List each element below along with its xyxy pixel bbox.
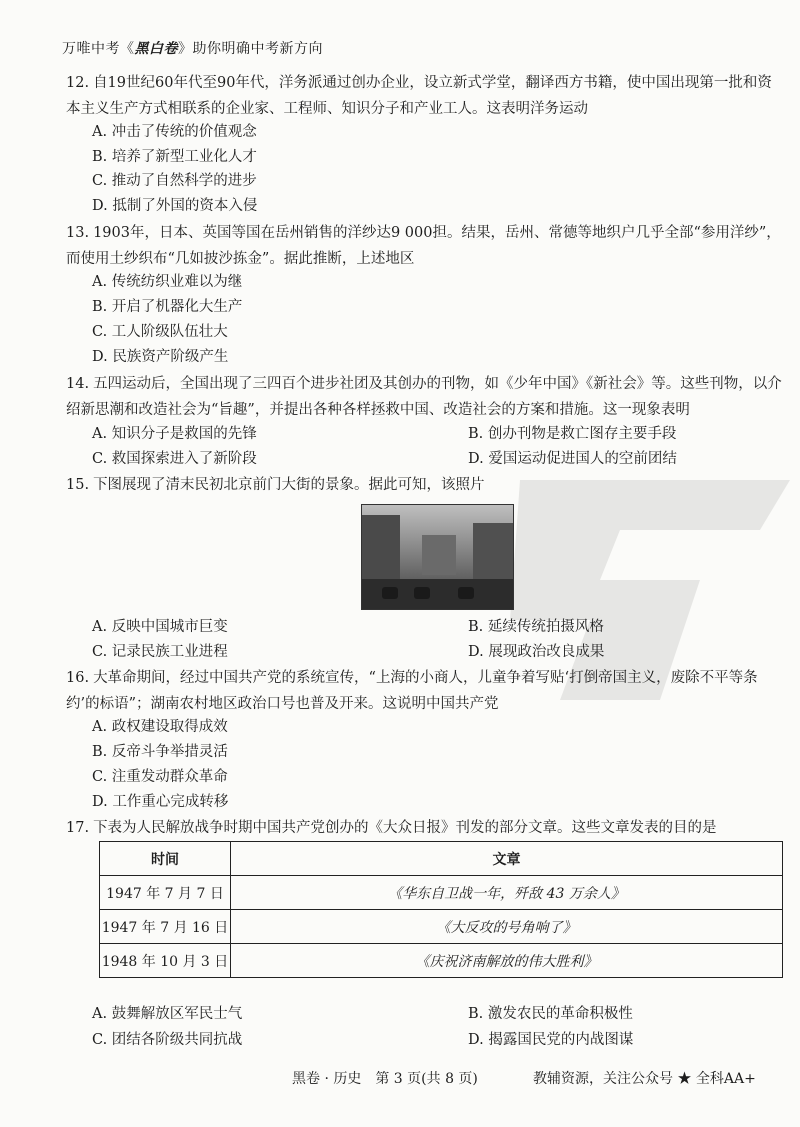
qianmen-street-photo [361,504,514,610]
option-b: B. 培养了新型工业化人才 [92,149,257,165]
option-d: D. 民族资产阶级产生 [92,349,229,365]
option-a: A. 反映中国城市巨变 [92,619,228,635]
question-stem: 大革命期间，经过中国共产党的系统宣传，“上海的小商人，儿童争着写贴‘打倒帝国主义，废除不平等条约’的标语”；湖南农村地区政治口号也普及开来。这说明中国共产党 [66,670,758,712]
option-c: C. 注重发动群众革命 [92,769,228,785]
option-a: A. 鼓舞解放区军民士气 [92,1006,243,1022]
question-16: 16. 大革命期间，经过中国共产党的系统宣传，“上海的小商人，儿童争着写贴‘打倒帝国主义，废除不平等条约’的标语”；湖南农村地区政治口号也普及开来。这说明中国共产党 [66,670,758,712]
table-header: 时间 [100,842,231,876]
option-c: C. 团结各阶级共同抗战 [92,1032,243,1048]
option-c: C. 工人阶级队伍壮大 [92,324,228,340]
option-b: B. 创办刊物是救亡图存主要手段 [468,426,677,442]
articles-table [99,841,783,978]
option-d: D. 抵制了外国的资本入侵 [92,198,258,214]
table-cell-time: 1947 年 7 月 16 日 [100,910,231,944]
option-b: B. 反帝斗争举措灵活 [92,744,228,760]
option-b: B. 延续传统拍摄风格 [468,619,604,635]
page-footer: 黑卷 · 历史 第 3 页(共 8 页) [292,1071,478,1087]
option-a: A. 冲击了传统的价值观念 [92,124,257,140]
table-row [100,944,783,978]
option-c: C. 救国探索进入了新阶段 [92,451,257,467]
question-12: 12. 自19世纪60年代至90年代，洋务派通过创办企业，设立新式学堂，翻译西方书籍，使中国出现第一批和资本主义生产方式相联系的企业家、工程师、知识分子和产业工人。这表明洋务运动 [66,75,772,117]
question-stem: 1903年，日本、英国等国在岳州销售的洋纱达9 000担。结果，岳州、常德等地织户几乎全部“参用洋纱”，而使用土纱织布“几如披沙拣金”。据此推断，上述地区 [66,225,781,267]
question-stem: 下表为人民解放战争时期中国共产党创办的《大众日报》刊发的部分文章。这些文章发表的目的是 [93,820,717,836]
option-a: A. 传统纺织业难以为继 [92,274,243,290]
option-d: D. 揭露国民党的内战图谋 [468,1032,634,1048]
question-stem: 自19世纪60年代至90年代，洋务派通过创办企业，设立新式学堂，翻译西方书籍，使中国出现第一批和资本主义生产方式相联系的企业家、工程师、知识分子和产业工人。这表明洋务运动 [66,75,772,117]
table-header: 文章 [231,842,783,876]
brand-name: 黑白卷 [134,41,178,57]
footer-note: 教辅资源，关注公众号 ★ 全科AA+ [533,1071,756,1087]
option-b: B. 激发农民的革命积极性 [468,1006,633,1022]
table-row [100,876,783,910]
question-14: 14. 五四运动后，全国出现了三四百个进步社团及其创办的刊物，如《少年中国》《新社会》等。这些刊物，以介绍新思潮和改造社会为“旨趣”，并提出各种各样拯救中国、改造社会的方案和措施。这一现象表明 [66,376,782,418]
table-cell-article: 《华东自卫战一年，歼敌 43 万余人》 [231,876,783,910]
table-cell-time: 1947 年 7 月 7 日 [100,876,231,910]
option-d: D. 工作重心完成转移 [92,794,229,810]
option-a: A. 知识分子是救国的先锋 [92,426,257,442]
option-c: C. 推动了自然科学的进步 [92,173,257,189]
table-header-row [100,842,783,876]
option-c: C. 记录民族工业进程 [92,644,228,660]
table-cell-article: 《庆祝济南解放的伟大胜利》 [231,944,783,978]
option-d: D. 展现政治改良成果 [468,644,605,660]
page-header: 万唯中考《黑白卷》助你明确中考新方向 [62,41,323,57]
question-17: 17. 下表为人民解放战争时期中国共产党创办的《大众日报》刊发的部分文章。这些文章发表的目的是 [66,820,717,836]
table-cell-article: 《大反攻的号角响了》 [231,910,783,944]
option-a: A. 政权建设取得成效 [92,719,228,735]
question-15: 15. 下图展现了清末民初北京前门大街的景象。据此可知，该照片 [66,477,485,493]
option-b: B. 开启了机器化大生产 [92,299,243,315]
table-cell-time: 1948 年 10 月 3 日 [100,944,231,978]
table-row [100,910,783,944]
question-stem: 五四运动后，全国出现了三四百个进步社团及其创办的刊物，如《少年中国》《新社会》等。这些刊物，以介绍新思潮和改造社会为“旨趣”，并提出各种各样拯救中国、改造社会的方案和措施。这一现象表明 [66,376,782,418]
question-13: 13. 1903年，日本、英国等国在岳州销售的洋纱达9 000担。结果，岳州、常德等地织户几乎全部“参用洋纱”，而使用土纱织布“几如披沙拣金”。据此推断，上述地区 [66,225,781,267]
question-stem: 下图展现了清末民初北京前门大街的景象。据此可知，该照片 [93,477,485,493]
option-d: D. 爱国运动促进国人的空前团结 [468,451,677,467]
